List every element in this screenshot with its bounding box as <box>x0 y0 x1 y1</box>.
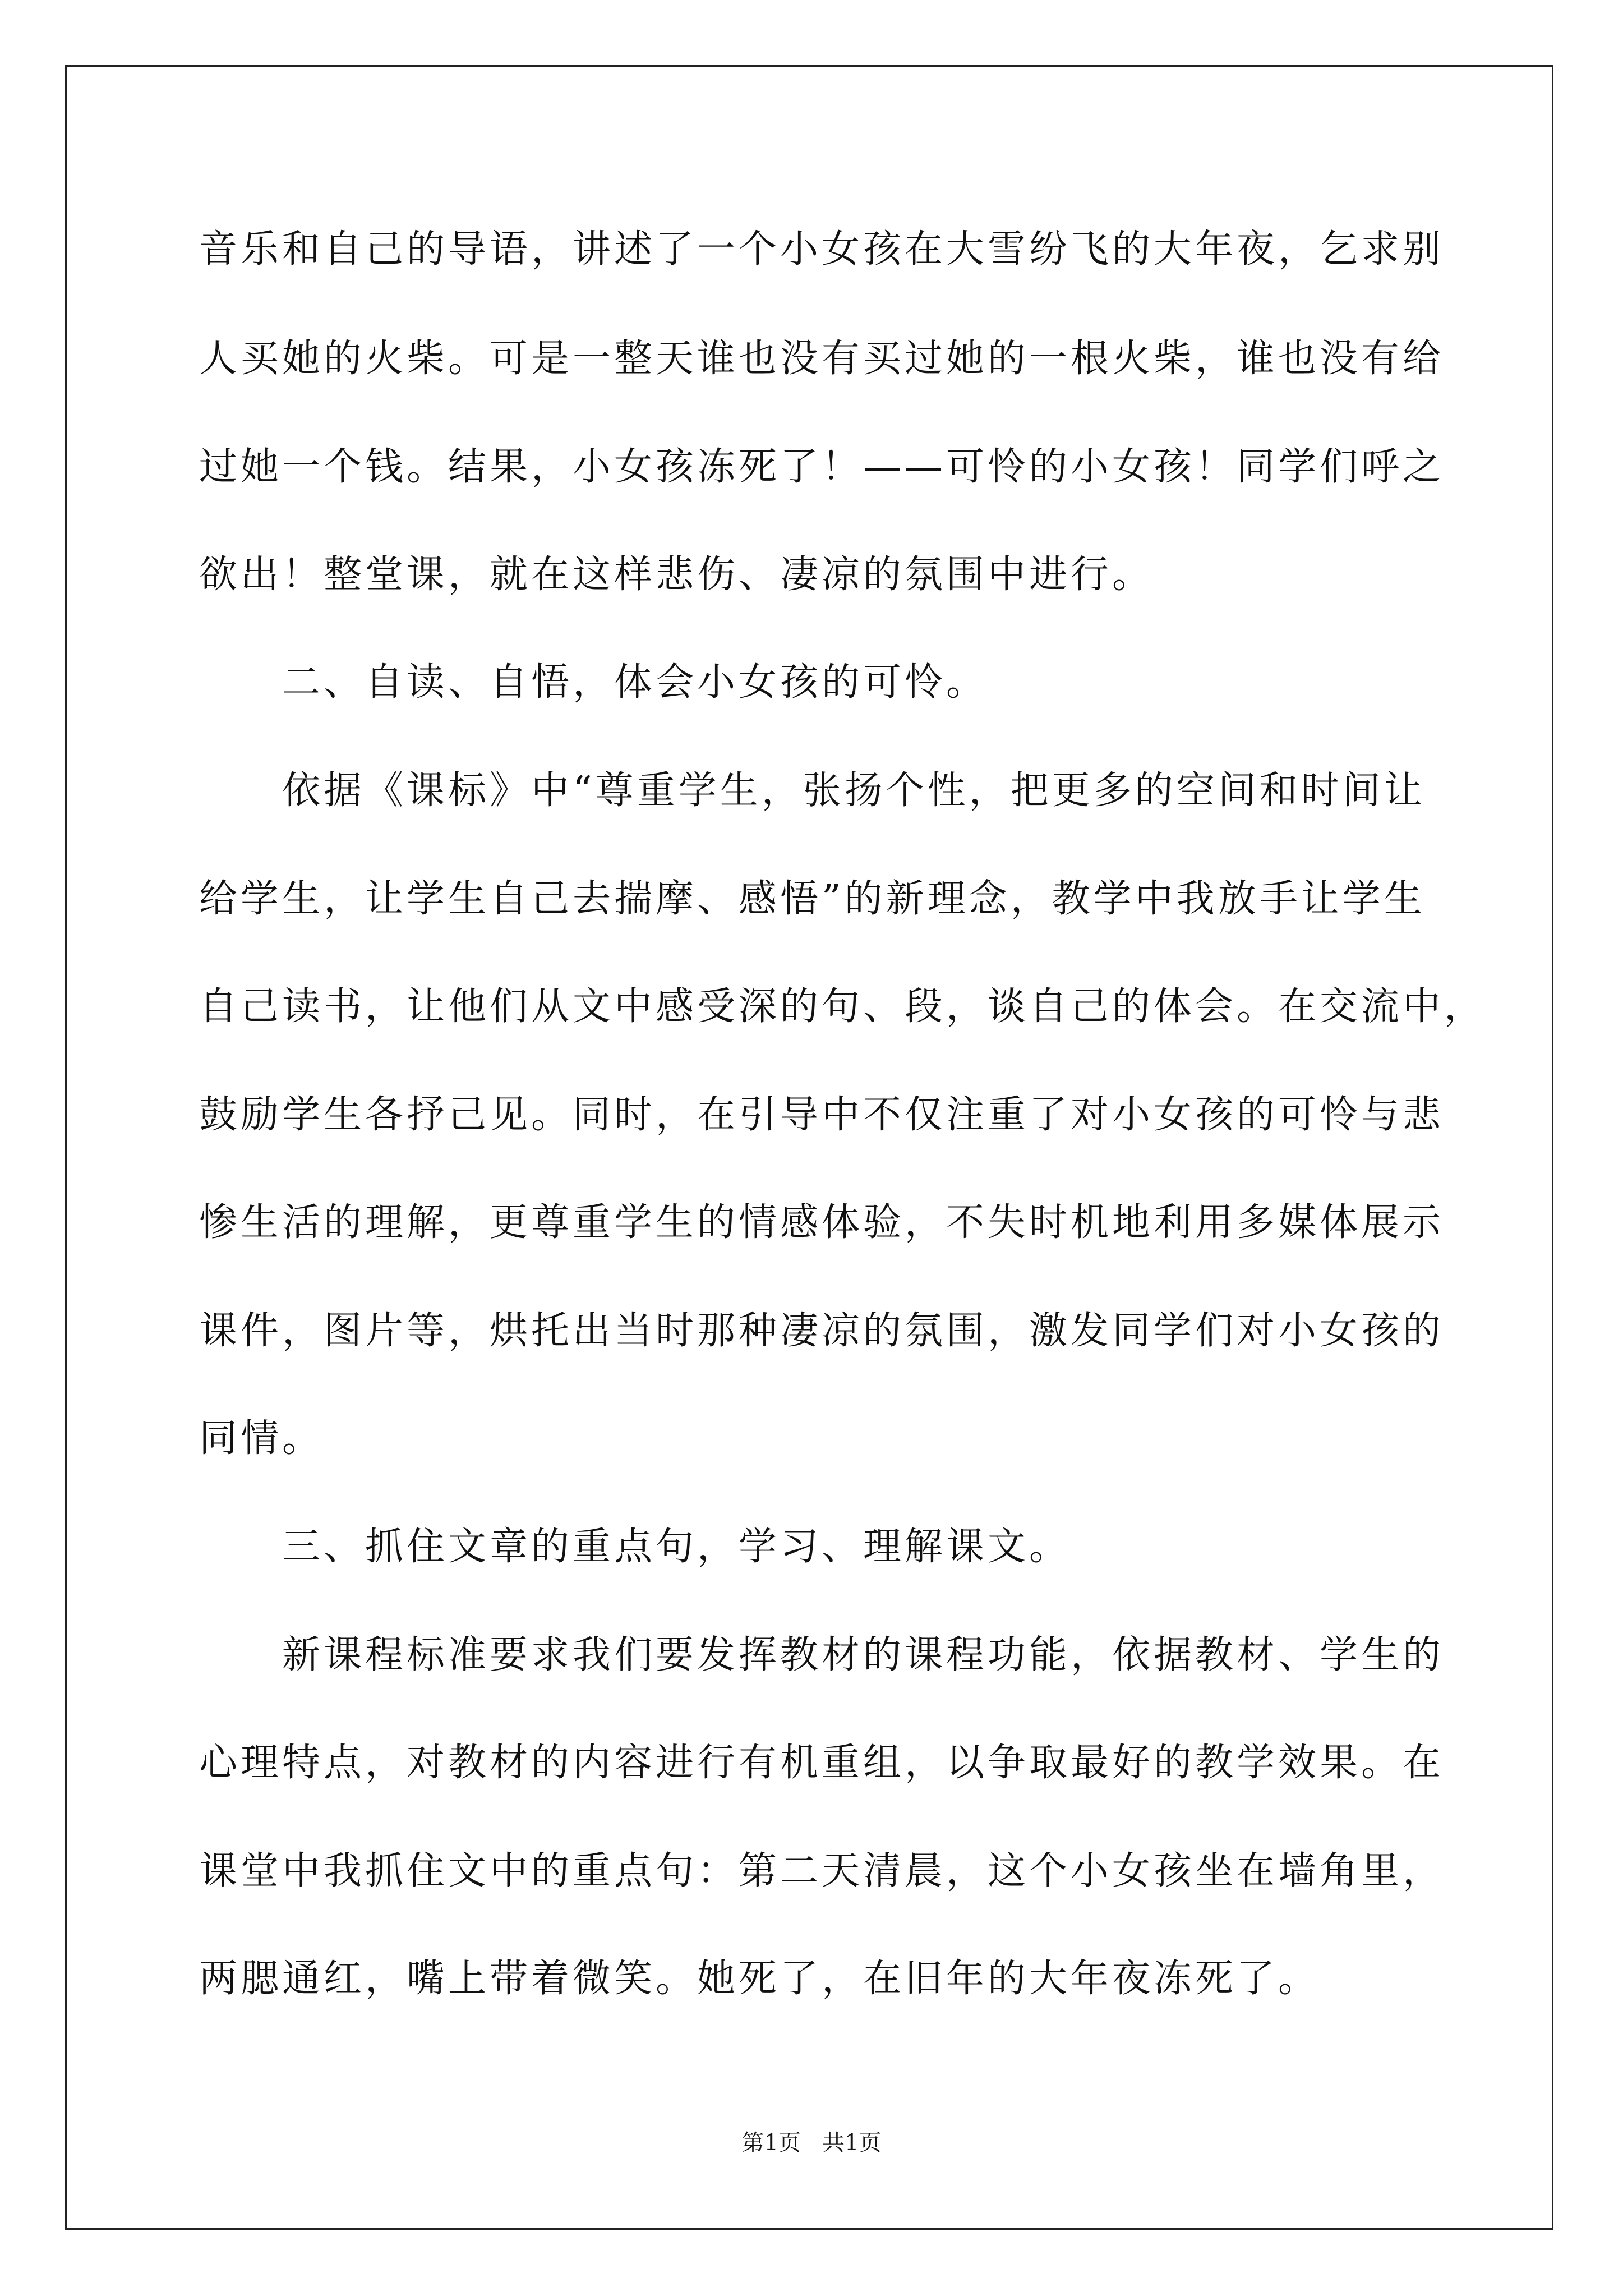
text-line: 惨生活的理解，更尊重学生的情感体验，不失时机地利用多媒体展示 <box>199 1200 1445 1245</box>
page-border <box>65 65 1553 2230</box>
text-line: 课件，图片等，烘托出当时那种凄凉的氛围，激发同学们对小女孩的 <box>199 1309 1445 1353</box>
section-heading: 三、抓住文章的重点句，学习、理解课文。 <box>282 1525 1071 1569</box>
text-line: 自己读书，让他们从文中感受深的句、段，谈自己的体会。在交流中， <box>199 984 1486 1029</box>
text-line: 过她一个钱。结果，小女孩冻死了！——可怜的小女孩！同学们呼之 <box>199 445 1445 489</box>
text-line: 人买她的火柴。可是一整天谁也没有买过她的一根火柴，谁也没有给 <box>199 337 1445 381</box>
text-line: 给学生，让学生自己去揣摩、感悟”的新理念，教学中我放手让学生 <box>199 877 1426 921</box>
section-heading: 二、自读、自悟，体会小女孩的可怜。 <box>282 660 988 705</box>
text-line: 音乐和自己的导语，讲述了一个小女孩在大雪纷飞的大年夜，乞求别 <box>199 227 1445 272</box>
page-footer: 第1页 共1页 <box>741 2130 882 2156</box>
text-line: 课堂中我抓住文中的重点句：第二天清晨，这个小女孩坐在墙角里， <box>199 1849 1445 1893</box>
text-line: 欲出！整堂课，就在这样悲伤、凄凉的氛围中进行。 <box>199 553 1154 597</box>
text-line: 心理特点，对教材的内容进行有机重组，以争取最好的教学效果。在 <box>199 1741 1445 1785</box>
text-line: 新课程标准要求我们要发挥教材的课程功能，依据教材、学生的 <box>282 1633 1445 1677</box>
text-line: 同情。 <box>199 1416 324 1461</box>
text-line: 鼓励学生各抒己见。同时，在引导中不仅注重了对小女孩的可怜与悲 <box>199 1093 1445 1137</box>
text-line: 两腮通红，嘴上带着微笑。她死了，在旧年的大年夜冻死了。 <box>199 1957 1320 2001</box>
text-line: 依据《课标》中“尊重学生，张扬个性，把更多的空间和时间让 <box>282 769 1426 813</box>
